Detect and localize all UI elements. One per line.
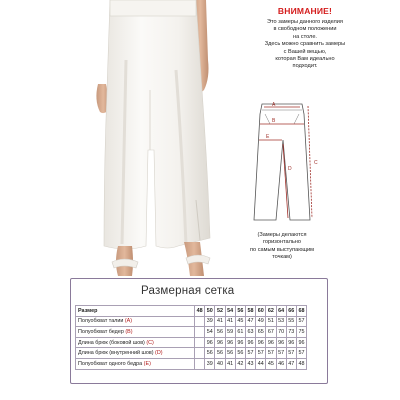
value-cell: 49 [256,316,266,327]
note-line: точкам) [272,254,292,261]
value-cell: 96 [205,337,215,348]
measurement-warning [222,6,372,71]
value-cell [195,348,205,359]
value-cell: 57 [296,316,306,327]
row-label [76,348,195,359]
value-cell: 45 [266,358,276,369]
measurement-diagram [238,100,328,224]
warning-text [238,19,372,71]
value-cell: 73 [286,327,296,338]
value-cell: 96 [215,337,225,348]
value-cell: 96 [266,337,276,348]
size-cell: 56 [235,306,245,317]
row-label-text: Полуобхват талии [78,318,124,325]
table-body [76,316,307,369]
size-cell: 60 [256,306,266,317]
value-cell: 67 [266,327,276,338]
diagram-letter-c: C [314,160,318,166]
row-letter: (A) [124,318,133,325]
size-cell: 54 [225,306,235,317]
note-line: горизонтально [263,239,301,246]
row-label-text: Длина брюк (внутренний шов) [78,350,154,357]
trousers-outline-icon [238,100,328,224]
table-row [76,316,307,327]
note-line: по самым выступающим [250,246,314,253]
value-cell: 46 [276,358,286,369]
row-label [76,327,195,338]
size-cell: 48 [195,306,205,317]
value-cell: 75 [296,327,306,338]
value-cell: 51 [266,316,276,327]
diagram-letter-b: B [272,118,276,124]
table-row [76,358,307,369]
warning-line: с Вашей вещью, [283,48,327,55]
value-cell [195,358,205,369]
value-cell: 57 [296,348,306,359]
measurement-note [232,232,332,262]
row-label [76,337,195,348]
row-label [76,358,195,369]
value-cell [195,327,205,338]
value-cell: 41 [225,358,235,369]
warning-line: в свободном положении [273,26,337,33]
value-cell: 96 [256,337,266,348]
header-label: Размер [76,306,195,317]
value-cell: 65 [256,327,266,338]
value-cell: 43 [245,358,255,369]
value-cell: 96 [296,337,306,348]
value-cell: 40 [215,358,225,369]
value-cell: 53 [276,316,286,327]
size-cell: 62 [266,306,276,317]
table-row [76,348,307,359]
value-cell: 54 [205,327,215,338]
row-letter: (E) [143,360,151,367]
value-cell: 59 [225,327,235,338]
warning-line: Здесь можно сравнить замеры [264,41,346,48]
diagram-letter-e: E [266,134,270,140]
value-cell: 56 [215,348,225,359]
value-cell: 61 [235,327,245,338]
value-cell: 55 [286,316,296,327]
value-cell: 56 [205,348,215,359]
size-cell: 52 [215,306,225,317]
value-cell [195,316,205,327]
value-cell: 57 [266,348,276,359]
white-culottes-illustration [0,0,240,276]
size-chart [70,278,328,384]
value-cell: 39 [205,358,215,369]
diagram-letter-d: D [288,166,292,172]
warning-title: ВНИМАНИЕ! [277,6,333,16]
value-cell: 39 [205,316,215,327]
value-cell: 56 [235,348,245,359]
value-cell: 56 [215,327,225,338]
value-cell: 45 [235,316,245,327]
value-cell: 63 [245,327,255,338]
size-cell: 66 [286,306,296,317]
value-cell: 96 [235,337,245,348]
value-cell: 70 [276,327,286,338]
size-cell: 58 [245,306,255,317]
size-cell: 64 [276,306,286,317]
value-cell: 44 [256,358,266,369]
table-header-row [76,306,307,317]
warning-line: на столе. [293,33,317,40]
value-cell [195,337,205,348]
value-cell: 96 [276,337,286,348]
value-cell: 96 [225,337,235,348]
size-cell: 50 [205,306,215,317]
size-cell: 68 [296,306,306,317]
value-cell: 47 [245,316,255,327]
value-cell: 96 [245,337,255,348]
table-row [76,327,307,338]
value-cell: 47 [286,358,296,369]
value-cell: 57 [256,348,266,359]
value-cell: 96 [286,337,296,348]
row-letter: (C) [146,339,154,346]
value-cell: 57 [245,348,255,359]
note-line: (Замеры делаются [257,232,307,238]
warning-line: Это замеры данного изделия [267,19,343,25]
row-label-text: Длина брюк (боковой шов) [78,339,145,346]
warning-line: которая Вам идеально [275,56,335,63]
table-row [76,337,307,348]
row-label [76,316,195,327]
size-table [75,305,307,370]
row-letter: (B) [125,328,133,335]
row-label-text: Полуобхват бедер [78,328,124,335]
product-photo [0,0,240,276]
value-cell: 56 [225,348,235,359]
value-cell: 57 [286,348,296,359]
value-cell: 41 [225,316,235,327]
value-cell: 42 [235,358,245,369]
diagram-letter-a: A [272,102,276,108]
value-cell: 41 [215,316,225,327]
row-letter: (D) [155,350,163,357]
size-chart-title: Размерная сетка [141,285,235,297]
value-cell: 57 [276,348,286,359]
value-cell: 48 [296,358,306,369]
row-label-text: Полуобхват одного бедра [78,360,143,367]
warning-line: подходит. [292,63,318,70]
